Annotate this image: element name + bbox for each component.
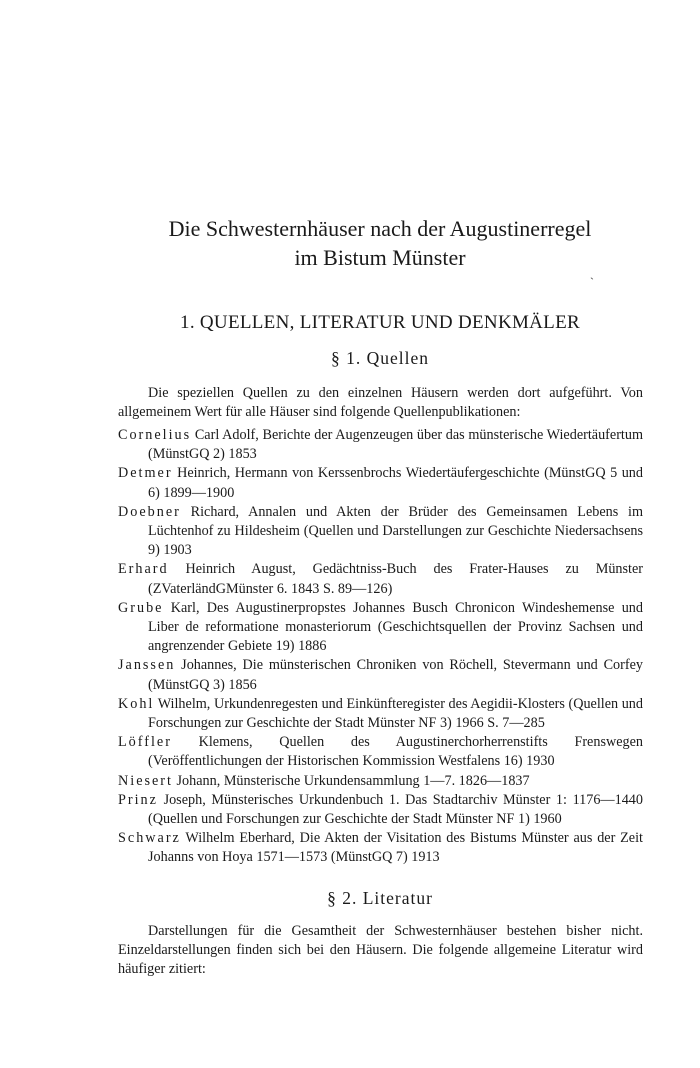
entry-text: Karl, Des Augustinerpropstes Johannes Busch Chronicon Windeshemense und Liber de reformatione monasteriorum (Geschichtsquellen der Provinz Sachsen und angrenzender Gebiete 19) 1886 <box>148 599 643 655</box>
entry-author: Prinz <box>118 791 158 808</box>
entry-author: Grube <box>118 599 164 616</box>
source-entry <box>118 599 643 657</box>
source-entry <box>118 426 643 464</box>
tick-mark: ` <box>590 275 594 289</box>
entry-text: Joseph, Münsterisches Urkundenbuch 1. Das Stadtarchiv Münster 1: 1176—1440 (Quellen und Forschungen zur Geschichte der Stadt Münster NF 1) 1960 <box>148 791 643 828</box>
title-line-1: Die Schwesternhäuser nach der Augustinerregel <box>168 216 592 241</box>
entry-author: Janssen <box>118 657 176 674</box>
entry-text: Klemens, Quellen des Augustinerchorherrenstifts Frenswegen (Veröffentlichungen der Historischen Kommission Westfalens 16) 1930 <box>148 734 643 770</box>
source-entry <box>118 464 643 502</box>
source-entry <box>118 560 643 598</box>
source-entry <box>118 656 643 694</box>
source-entry <box>118 791 643 829</box>
section-2-intro <box>118 922 643 980</box>
source-entry <box>118 772 643 791</box>
chapter-heading: 1. QUELLEN, LITERATUR UND DENKMÄLER <box>180 312 580 333</box>
source-entry <box>118 829 643 867</box>
entry-text: Johannes, Die münsterischen Chroniken von Röchell, Stevermann und Corfey (MünstGQ 3) 1856 <box>148 657 643 693</box>
entry-text: Heinrich, Hermann von Kerssenbrochs Wiedertäufergeschichte (MünstGQ 5 und 6) 1899—1900 <box>148 465 643 501</box>
entry-author: Doebner <box>118 503 181 520</box>
section-1-intro <box>118 384 643 422</box>
source-entry <box>118 503 643 561</box>
entry-author: Schwarz <box>118 830 181 847</box>
entry-text: Carl Adolf, Berichte der Augenzeugen über das münsterische Wiedertäufertum (MünstGQ 2) 1853 <box>148 427 643 463</box>
entry-text: Johann, Münsterische Urkundensammlung 1—7. 1826—1837 <box>172 772 530 789</box>
section-1-intro-text: Die speziellen Quellen zu den einzelnen Häusern werden dort aufgeführt. Von allgemeinem Wert für alle Häuser sind folgende Quellenpublikationen: <box>118 385 643 421</box>
entry-text: Wilhelm Eberhard, Die Akten der Visitation des Bistums Münster aus der Zeit Johanns von Hoya 1571—1573 (MünstGQ 7) 1913 <box>148 830 643 866</box>
title-line-2: im Bistum Münster <box>294 245 466 270</box>
entry-author: Erhard <box>118 561 169 578</box>
section-2-heading: § 2. Literatur <box>327 888 433 908</box>
entry-author: Cornelius <box>118 427 192 443</box>
entry-text: Heinrich August, Gedächtniss-Buch des Frater-Hauses zu Münster (ZVaterländGMünster 6. 1843 S. 89—126) <box>148 561 643 597</box>
source-entry <box>118 695 643 733</box>
section-2-intro-text: Darstellungen für die Gesamtheit der Schwesternhäuser bestehen bisher nicht. Einzeldarstellungen finden sich bei den Häusern. Die folgende allgemeine Literatur wird häufiger zitiert: <box>118 923 643 978</box>
entry-author: Kohl <box>118 695 155 712</box>
section-1-heading: § 1. Quellen <box>330 348 430 368</box>
entry-author: Niesert <box>118 772 173 789</box>
source-list <box>118 426 643 868</box>
entry-text: Richard, Annalen und Akten der Brüder des Gemeinsamen Lebens im Lüchtenhof zu Hildesheim (Quellen und Darstellungen zur Geschichte Niedersachsens 9) 1903 <box>148 503 643 559</box>
entry-text: Wilhelm, Urkundenregesten und Einkünfteregister des Aegidii-Klosters (Quellen und Forschungen zur Geschichte der Stadt Münster NF 3) 1966 S. 7—285 <box>148 695 643 732</box>
entry-author: Löffler <box>118 734 172 751</box>
source-entry <box>118 733 643 771</box>
entry-author: Detmer <box>118 465 173 482</box>
document-title <box>0 214 700 272</box>
